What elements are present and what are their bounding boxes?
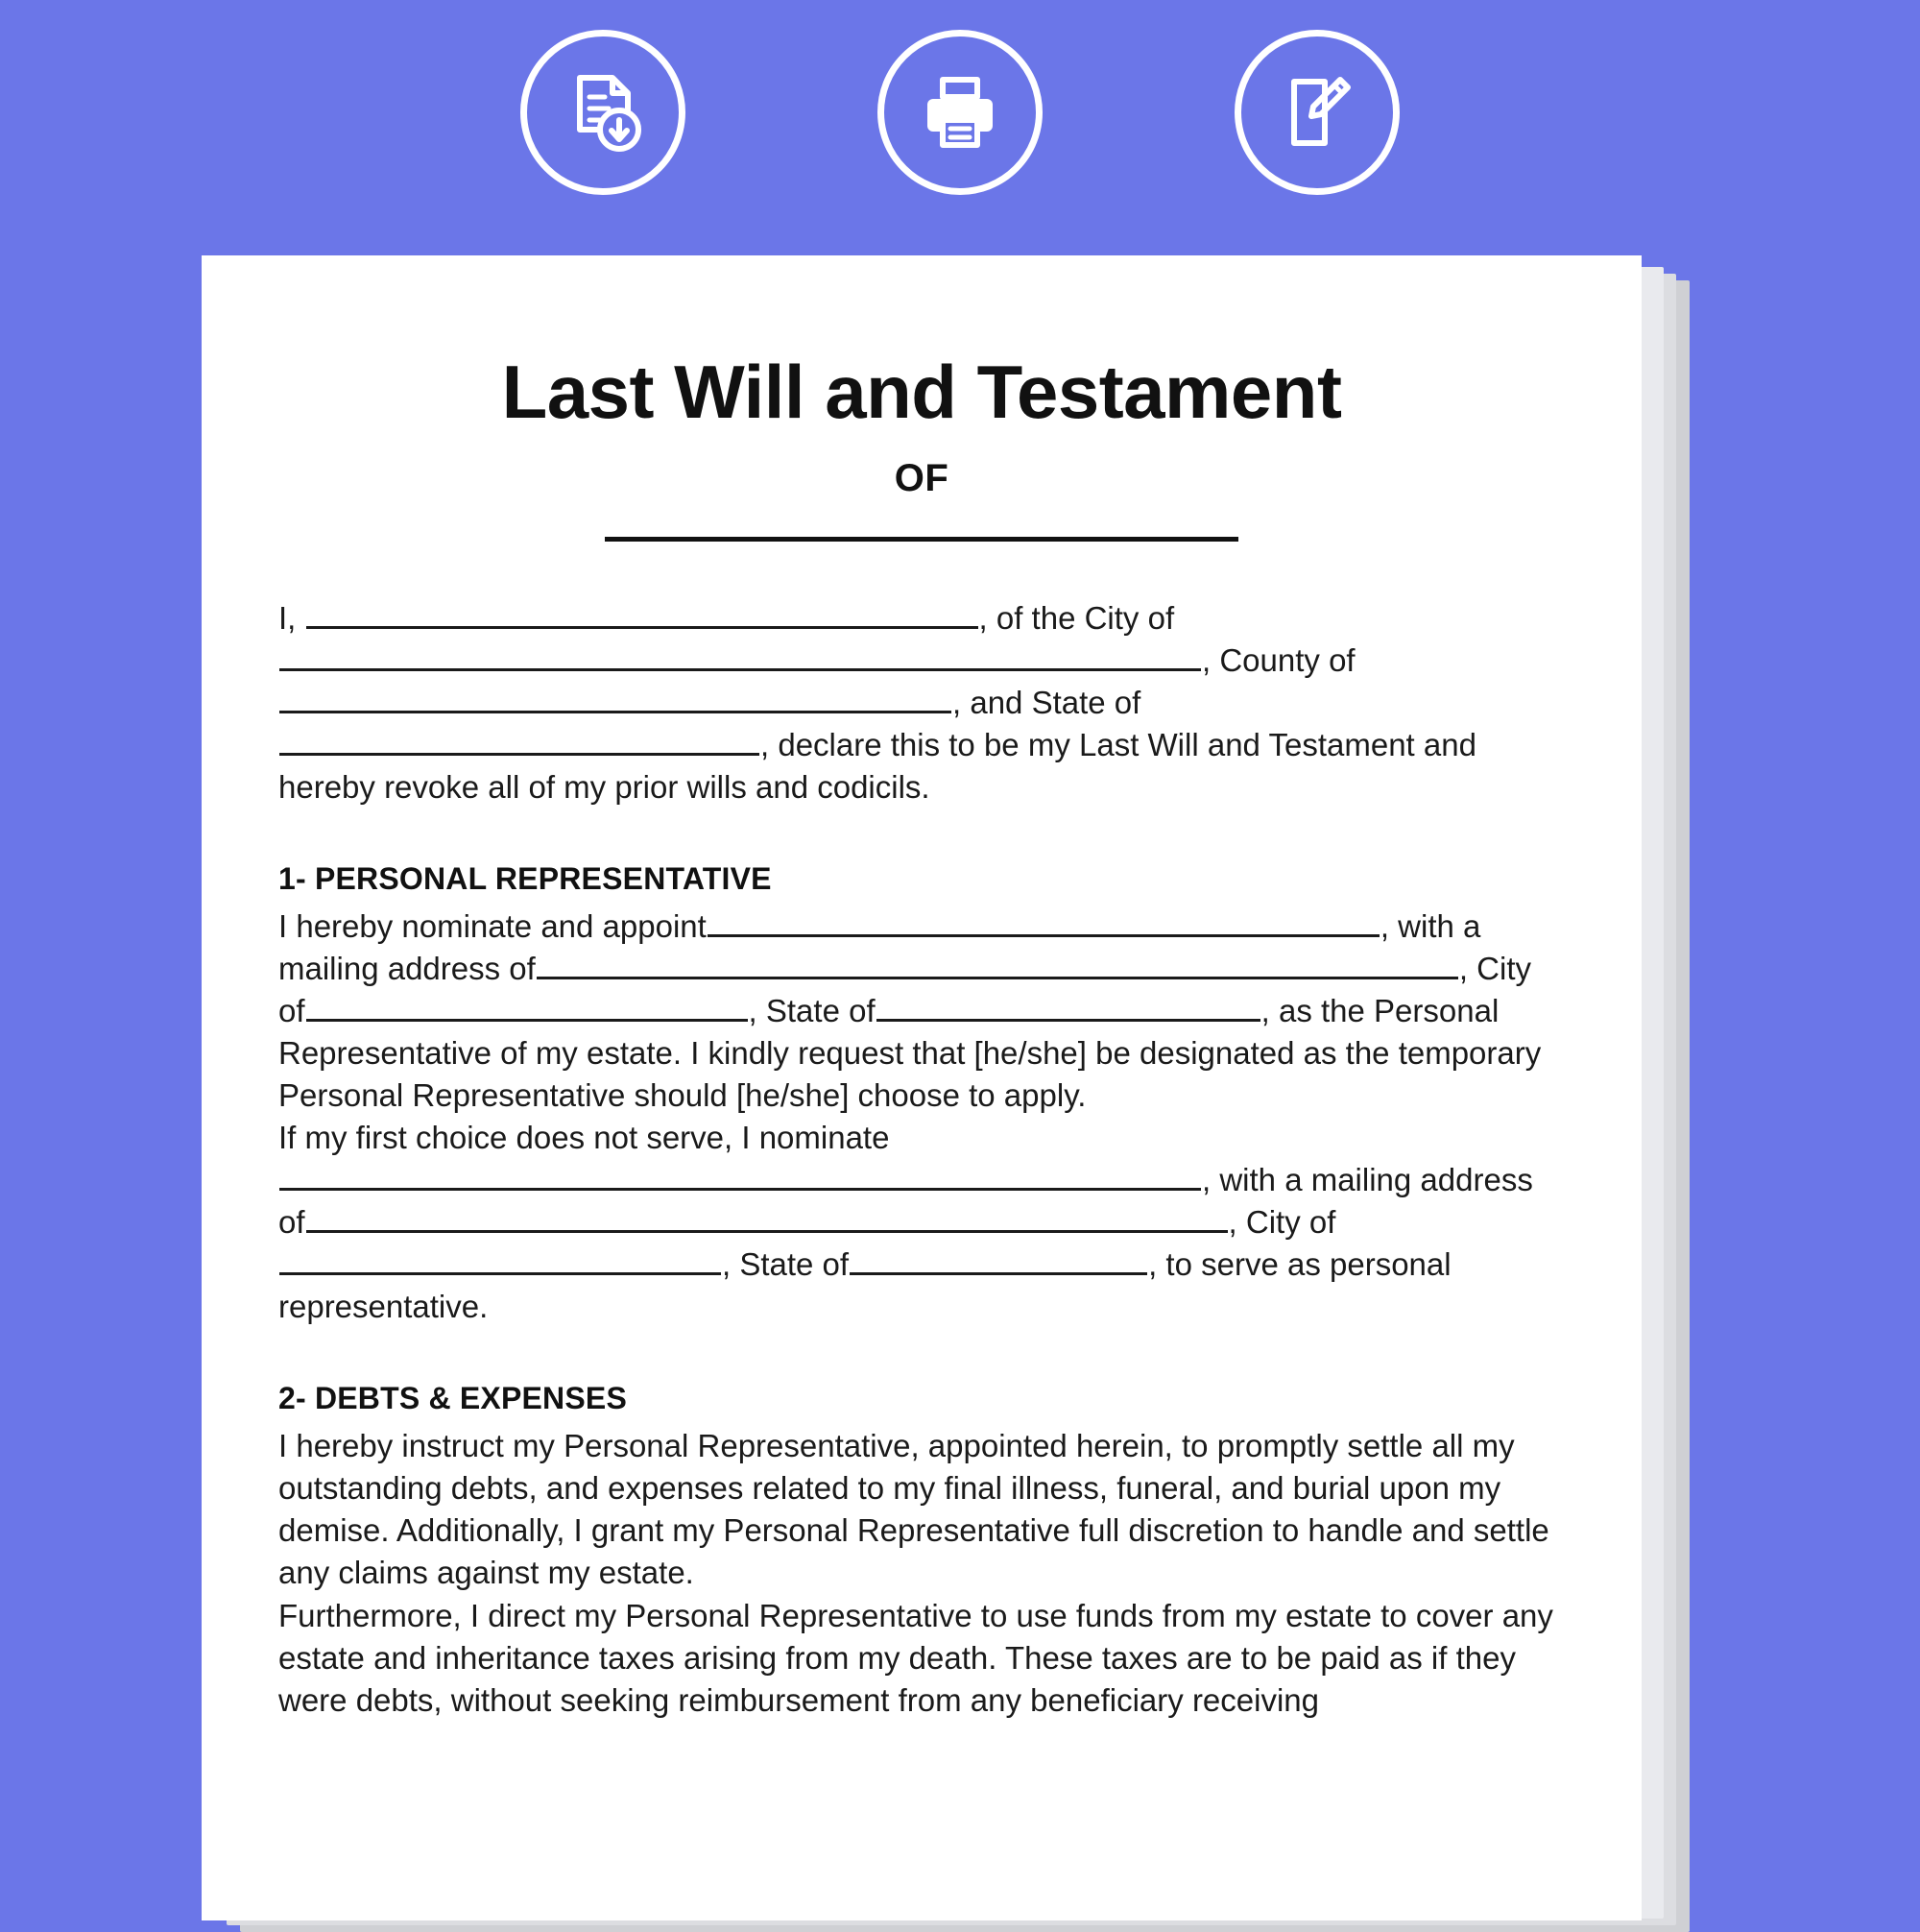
printer-icon	[916, 68, 1004, 157]
section-2-paragraph-2: Furthermore, I direct my Personal Representative to use funds from my estate to cover any estate and inheritance taxes arising from my death. These taxes are to be paid as if they were debts, without seeking reimbursement from any beneficiary receiving	[278, 1597, 1553, 1718]
section-1-paragraph-1	[278, 906, 1565, 1117]
document-page	[202, 255, 1642, 1920]
alt-representative-name-field[interactable]	[279, 1163, 1201, 1191]
testator-city-field[interactable]	[279, 643, 1201, 671]
intro-line2-end: ,	[760, 727, 770, 763]
s1-p2-d: , State of	[722, 1246, 850, 1283]
testator-state-field[interactable]	[279, 728, 759, 756]
s1-p1-b: , with a mailing address of	[278, 908, 1481, 987]
testator-name-field[interactable]	[306, 601, 978, 629]
s1-p1-e: , as the Personal Representative of my estate. I kindly request that [he/she] be designated as the temporary Personal Representative should [he/she] choose to apply.	[278, 993, 1542, 1114]
s1-p1-a: I hereby nominate and appoint	[278, 908, 707, 944]
intro-line2-mid: , and State of	[952, 684, 1141, 720]
intro-paragraph	[278, 597, 1565, 809]
s1-p1-c: , City of	[278, 951, 1531, 1029]
s1-p2-b: , with a mailing address of	[278, 1162, 1533, 1241]
intro-line2-pre: County of	[1219, 641, 1356, 678]
representative-name-field[interactable]	[708, 909, 1380, 937]
section-1-heading: 1- PERSONAL REPRESENTATIVE	[278, 861, 772, 897]
alt-representative-state-field[interactable]	[850, 1247, 1147, 1275]
intro-line1-pre: I,	[278, 599, 297, 636]
s1-p1-d: , State of	[748, 993, 876, 1029]
representative-city-field[interactable]	[306, 994, 748, 1022]
document-action-toolbar	[0, 21, 1920, 204]
section-2-paragraph-1: I hereby instruct my Personal Representative, appointed herein, to promptly settle all my outstanding debts, and expenses related to my final illness, funeral, and burial upon my demise. Additionally, I grant my Personal Representative full discretion to handle and settle any claims against my estate.	[278, 1428, 1549, 1591]
representative-address-field[interactable]	[537, 952, 1458, 979]
print-document-button[interactable]	[877, 30, 1043, 195]
document-title: Last Will and Testament	[501, 350, 1342, 434]
download-document-button[interactable]	[520, 30, 685, 195]
testator-county-field[interactable]	[279, 686, 951, 713]
testator-name-blank[interactable]	[605, 537, 1238, 542]
representative-state-field[interactable]	[876, 994, 1260, 1022]
s1-p2-a: If my first choice does not serve, I nominate	[278, 1120, 890, 1156]
document-body	[278, 597, 1565, 1722]
intro-line3: declare this to be my Last Will and Testament and hereby revoke all of my prior wills and codicils.	[278, 727, 1476, 806]
s1-p2-e: , to serve as personal representative.	[278, 1246, 1452, 1325]
document-download-icon	[559, 68, 647, 157]
edit-document-button[interactable]	[1235, 30, 1400, 195]
document-of-label: OF	[894, 456, 949, 499]
intro-line1-end: ,	[1202, 641, 1212, 678]
section-2-heading: 2- DEBTS & EXPENSES	[278, 1381, 628, 1416]
edit-pencil-icon	[1273, 68, 1361, 157]
alt-representative-address-field[interactable]	[306, 1205, 1228, 1233]
s1-p2-c: , City of	[1228, 1204, 1336, 1241]
intro-line1-mid: , of the City of	[978, 599, 1175, 636]
section-1-paragraph-2	[278, 1117, 1565, 1328]
alt-representative-city-field[interactable]	[279, 1247, 721, 1275]
